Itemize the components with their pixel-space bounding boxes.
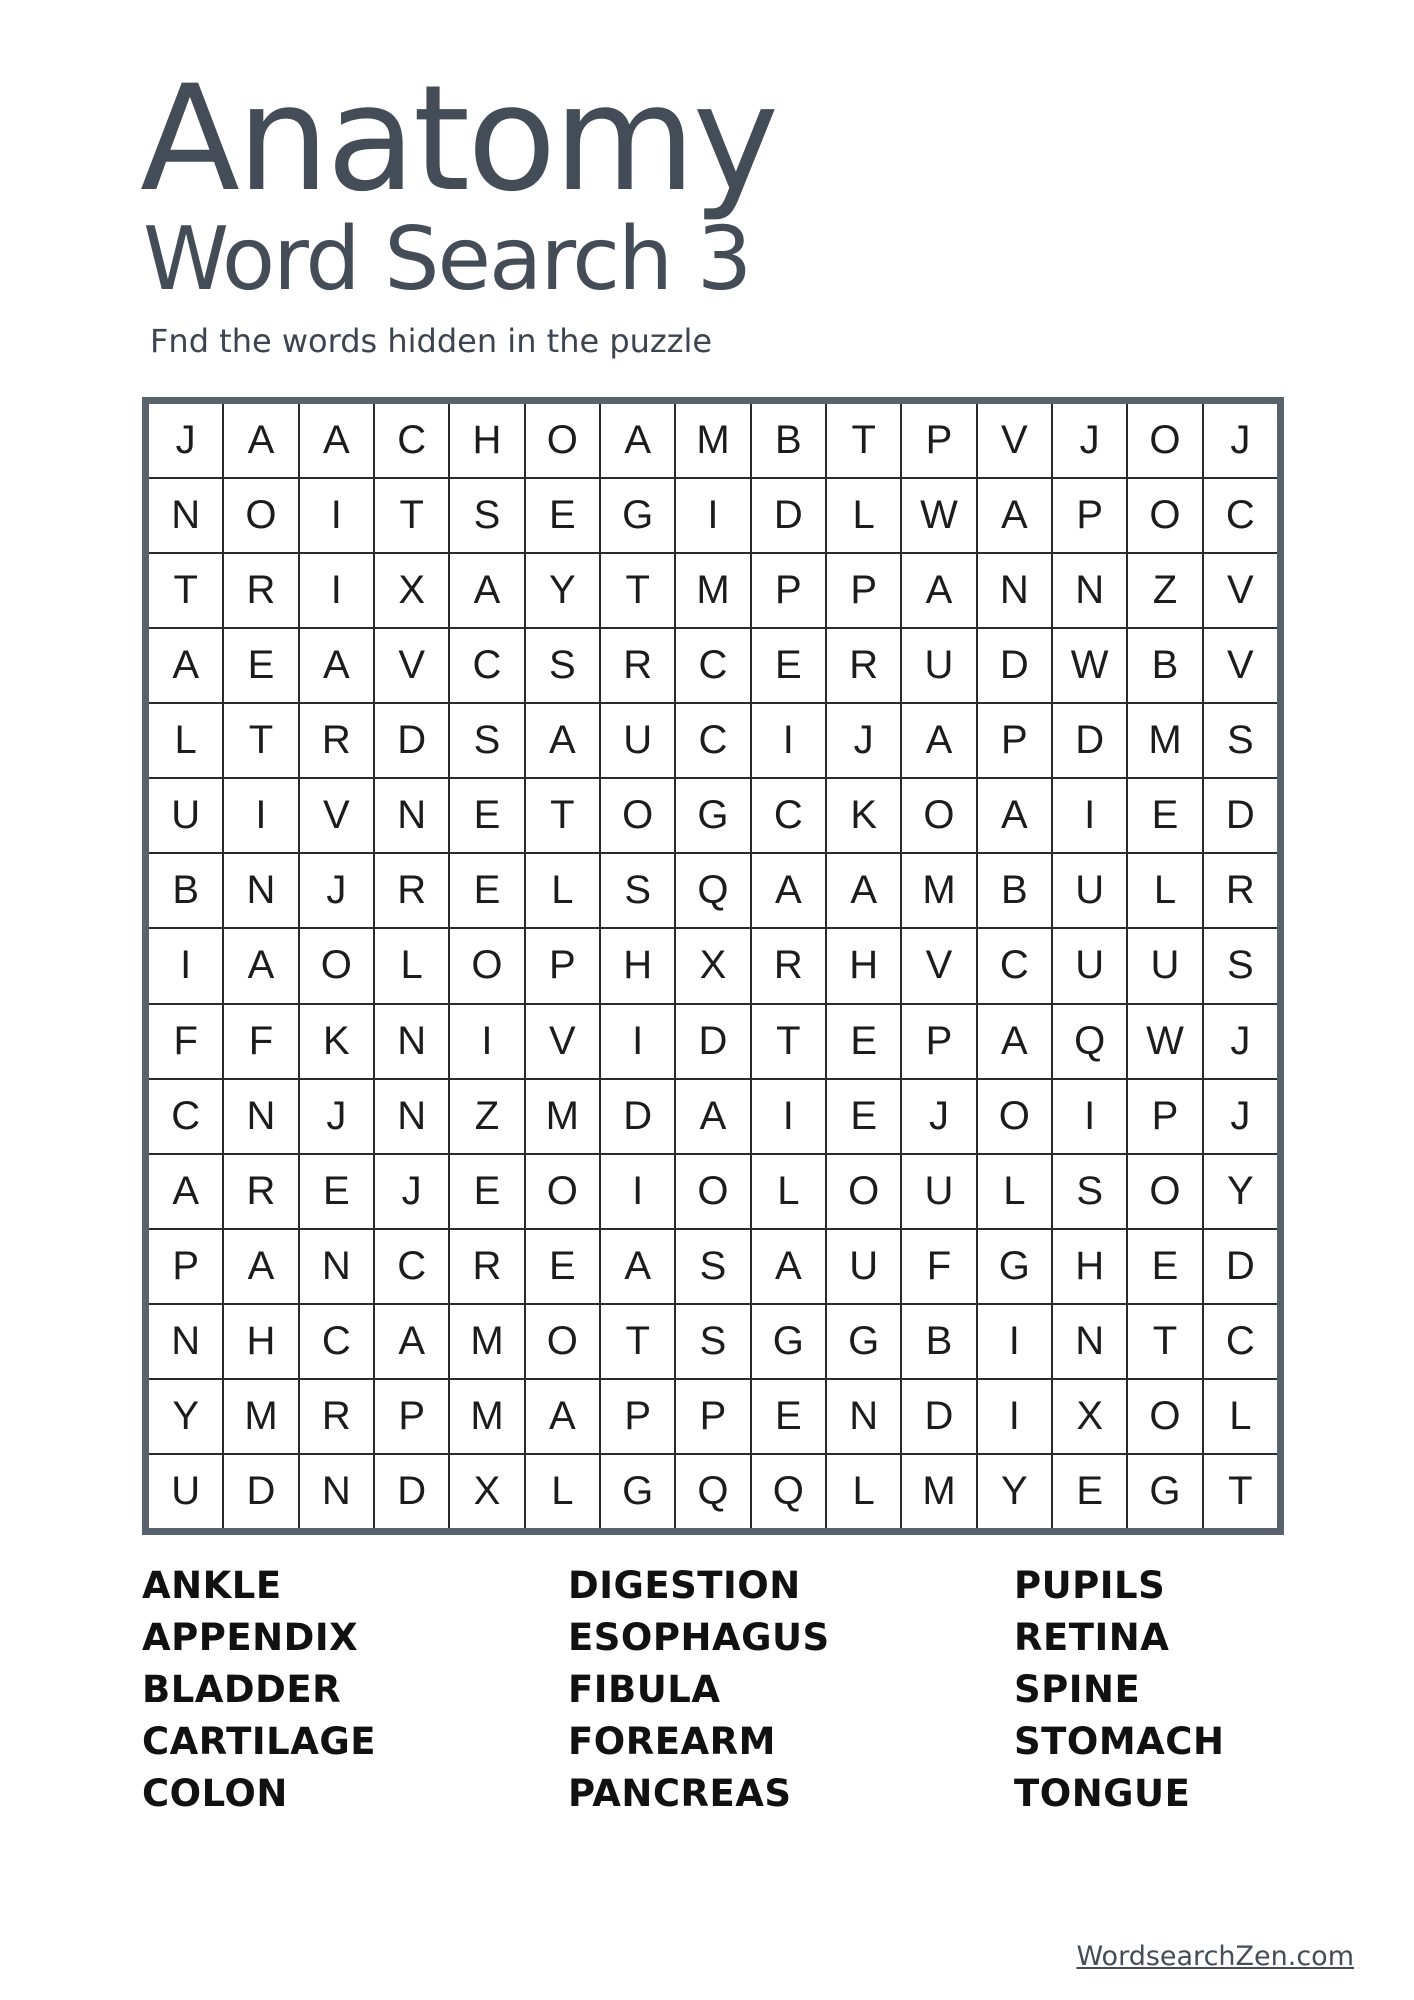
grid-cell[interactable]: C — [375, 404, 448, 477]
grid-cell[interactable]: J — [375, 1155, 448, 1228]
grid-cell[interactable]: N — [300, 1455, 373, 1528]
grid-cell[interactable]: O — [300, 929, 373, 1002]
grid-cell[interactable]: O — [526, 1305, 599, 1378]
grid-cell[interactable]: I — [224, 779, 297, 852]
grid-cell[interactable]: N — [149, 479, 222, 552]
grid-cell[interactable]: K — [300, 1005, 373, 1078]
grid-cell[interactable]: G — [676, 779, 749, 852]
grid-cell[interactable]: I — [676, 479, 749, 552]
grid-cell[interactable]: R — [300, 704, 373, 777]
grid-cell[interactable]: E — [450, 1155, 523, 1228]
grid-cell[interactable]: V — [375, 629, 448, 702]
grid-cell[interactable]: A — [300, 404, 373, 477]
grid-cell[interactable]: E — [450, 854, 523, 927]
grid-cell[interactable]: S — [450, 479, 523, 552]
grid-cell[interactable]: P — [978, 704, 1051, 777]
grid-cell[interactable]: A — [375, 1305, 448, 1378]
grid-cell[interactable]: N — [149, 1305, 222, 1378]
grid-cell[interactable]: D — [224, 1455, 297, 1528]
grid-cell[interactable]: A — [224, 1230, 297, 1303]
grid-cell[interactable]: S — [450, 704, 523, 777]
grid-cell[interactable]: P — [1128, 1080, 1201, 1153]
grid-cell[interactable]: A — [601, 1230, 674, 1303]
grid-cell[interactable]: G — [978, 1230, 1051, 1303]
grid-cell[interactable]: P — [375, 1380, 448, 1453]
grid-cell[interactable]: U — [902, 1155, 975, 1228]
grid-cell[interactable]: T — [526, 779, 599, 852]
grid-cell[interactable]: I — [149, 929, 222, 1002]
grid-cell[interactable]: D — [1204, 1230, 1277, 1303]
grid-cell[interactable]: O — [1128, 1155, 1201, 1228]
grid-cell[interactable]: V — [1204, 554, 1277, 627]
puzzle-grid-frame — [142, 397, 1284, 1535]
grid-cell[interactable]: P — [752, 554, 825, 627]
grid-cell[interactable]: N — [827, 1380, 900, 1453]
grid-cell[interactable]: T — [375, 479, 448, 552]
grid-cell[interactable]: X — [450, 1455, 523, 1528]
grid-cell[interactable]: Q — [676, 1455, 749, 1528]
grid-cell[interactable]: P — [526, 929, 599, 1002]
grid-cell[interactable]: A — [676, 1080, 749, 1153]
grid-cell[interactable]: I — [601, 1155, 674, 1228]
word-item: PUPILS — [1014, 1564, 1166, 1607]
grid-cell[interactable]: I — [1053, 779, 1126, 852]
word-item: TONGUE — [1014, 1772, 1191, 1815]
grid-cell[interactable]: S — [1053, 1155, 1126, 1228]
grid-cell[interactable]: C — [450, 629, 523, 702]
grid-cell[interactable]: T — [601, 554, 674, 627]
grid-cell[interactable]: H — [827, 929, 900, 1002]
grid-cell[interactable]: J — [300, 854, 373, 927]
grid-cell[interactable]: G — [752, 1305, 825, 1378]
grid-cell[interactable]: I — [978, 1380, 1051, 1453]
grid-cell[interactable]: N — [300, 1230, 373, 1303]
grid-cell[interactable]: L — [526, 854, 599, 927]
grid-cell[interactable]: R — [752, 929, 825, 1002]
grid-cell[interactable]: Y — [526, 554, 599, 627]
grid-cell[interactable]: S — [676, 1305, 749, 1378]
grid-cell[interactable]: O — [827, 1155, 900, 1228]
page-subtitle: Word Search 3 — [143, 208, 751, 310]
grid-cell[interactable]: E — [827, 1005, 900, 1078]
word-list-column-2 — [568, 1560, 830, 1820]
grid-cell[interactable]: J — [1204, 404, 1277, 477]
grid-cell[interactable]: Y — [978, 1455, 1051, 1528]
grid-cell[interactable]: F — [224, 1005, 297, 1078]
grid-cell[interactable]: A — [300, 629, 373, 702]
grid-cell[interactable]: X — [1053, 1380, 1126, 1453]
grid-cell[interactable]: U — [902, 629, 975, 702]
word-item: SPINE — [1014, 1668, 1141, 1711]
grid-cell[interactable]: D — [375, 1455, 448, 1528]
grid-cell[interactable]: L — [978, 1155, 1051, 1228]
grid-cell[interactable]: I — [752, 704, 825, 777]
grid-cell[interactable]: I — [752, 1080, 825, 1153]
grid-cell[interactable]: O — [1128, 404, 1201, 477]
grid-cell[interactable]: V — [978, 404, 1051, 477]
grid-cell[interactable]: O — [676, 1155, 749, 1228]
grid-cell[interactable]: D — [676, 1005, 749, 1078]
grid-cell[interactable]: P — [902, 404, 975, 477]
grid-cell[interactable]: A — [978, 479, 1051, 552]
grid-cell[interactable]: T — [827, 404, 900, 477]
grid-cell[interactable]: A — [902, 554, 975, 627]
grid-cell[interactable]: A — [526, 704, 599, 777]
grid-cell[interactable]: A — [752, 854, 825, 927]
word-item: ESOPHAGUS — [568, 1616, 830, 1659]
grid-cell[interactable]: T — [1128, 1305, 1201, 1378]
grid-cell[interactable]: E — [752, 629, 825, 702]
grid-cell[interactable]: G — [601, 479, 674, 552]
grid-cell[interactable]: I — [300, 554, 373, 627]
grid-cell[interactable]: A — [224, 929, 297, 1002]
word-item: RETINA — [1014, 1616, 1170, 1659]
grid-cell[interactable]: Q — [752, 1455, 825, 1528]
grid-cell[interactable]: O — [978, 1080, 1051, 1153]
grid-cell[interactable]: S — [1204, 929, 1277, 1002]
grid-cell[interactable]: T — [224, 704, 297, 777]
grid-cell[interactable]: E — [526, 1230, 599, 1303]
grid-cell[interactable]: M — [450, 1380, 523, 1453]
grid-cell[interactable]: V — [902, 929, 975, 1002]
grid-cell[interactable]: U — [1053, 929, 1126, 1002]
grid-cell[interactable]: P — [601, 1380, 674, 1453]
grid-cell[interactable]: L — [827, 479, 900, 552]
grid-cell[interactable]: G — [1128, 1455, 1201, 1528]
grid-cell[interactable]: P — [149, 1230, 222, 1303]
grid-cell[interactable]: A — [224, 404, 297, 477]
grid-cell[interactable]: E — [224, 629, 297, 702]
grid-cell[interactable]: L — [375, 929, 448, 1002]
grid-cell[interactable]: L — [827, 1455, 900, 1528]
grid-cell[interactable]: P — [902, 1005, 975, 1078]
grid-cell[interactable]: T — [149, 554, 222, 627]
grid-cell[interactable]: B — [149, 854, 222, 927]
grid-cell[interactable]: M — [676, 554, 749, 627]
word-item: BLADDER — [142, 1668, 342, 1711]
grid-cell[interactable]: C — [676, 704, 749, 777]
grid-cell[interactable]: T — [1204, 1455, 1277, 1528]
grid-cell[interactable]: B — [978, 854, 1051, 927]
grid-cell[interactable]: C — [752, 779, 825, 852]
grid-cell[interactable]: U — [601, 704, 674, 777]
grid-cell[interactable]: B — [902, 1305, 975, 1378]
word-item: DIGESTION — [568, 1564, 801, 1607]
grid-cell[interactable]: V — [526, 1005, 599, 1078]
grid-cell[interactable]: H — [224, 1305, 297, 1378]
grid-cell[interactable]: N — [375, 1080, 448, 1153]
grid-cell[interactable]: E — [1053, 1455, 1126, 1528]
grid-cell[interactable]: R — [827, 629, 900, 702]
word-list-column-1 — [142, 1560, 376, 1820]
grid-cell[interactable]: O — [526, 1155, 599, 1228]
grid-cell[interactable]: Z — [450, 1080, 523, 1153]
grid-cell[interactable]: X — [375, 554, 448, 627]
grid-cell[interactable]: P — [827, 554, 900, 627]
grid-cell[interactable]: U — [1053, 854, 1126, 927]
grid-cell[interactable]: J — [1204, 1005, 1277, 1078]
grid-cell[interactable]: R — [1204, 854, 1277, 927]
grid-cell[interactable]: J — [902, 1080, 975, 1153]
grid-cell[interactable]: E — [1128, 779, 1201, 852]
grid-cell[interactable]: F — [902, 1230, 975, 1303]
grid-cell[interactable]: R — [601, 629, 674, 702]
grid-cell[interactable]: U — [827, 1230, 900, 1303]
grid-cell[interactable]: E — [300, 1155, 373, 1228]
word-item: ANKLE — [142, 1564, 282, 1607]
grid-cell[interactable]: M — [224, 1380, 297, 1453]
grid-cell[interactable]: J — [300, 1080, 373, 1153]
grid-cell[interactable]: D — [902, 1380, 975, 1453]
word-item: STOMACH — [1014, 1720, 1225, 1763]
grid-cell[interactable]: L — [1128, 854, 1201, 927]
grid-cell[interactable]: C — [300, 1305, 373, 1378]
grid-cell[interactable]: N — [1053, 554, 1126, 627]
grid-cell[interactable]: H — [1053, 1230, 1126, 1303]
grid-cell[interactable]: N — [1053, 1305, 1126, 1378]
grid-cell[interactable]: M — [902, 1455, 975, 1528]
grid-cell[interactable]: P — [676, 1380, 749, 1453]
grid-cell[interactable]: W — [902, 479, 975, 552]
grid-cell[interactable]: F — [149, 1005, 222, 1078]
grid-cell[interactable]: O — [224, 479, 297, 552]
grid-cell[interactable]: E — [752, 1380, 825, 1453]
grid-cell[interactable]: I — [978, 1305, 1051, 1378]
grid-cell[interactable]: I — [300, 479, 373, 552]
grid-cell[interactable]: M — [450, 1305, 523, 1378]
grid-cell[interactable]: R — [375, 854, 448, 927]
instruction-text: Fnd the words hidden in the puzzle — [150, 322, 713, 360]
grid-cell[interactable]: T — [601, 1305, 674, 1378]
grid-cell[interactable]: M — [902, 854, 975, 927]
grid-cell[interactable]: Z — [1128, 554, 1201, 627]
grid-cell[interactable]: N — [224, 1080, 297, 1153]
page-title: Anatomy — [140, 54, 777, 224]
grid-cell[interactable]: R — [224, 554, 297, 627]
grid-cell[interactable]: W — [1128, 1005, 1201, 1078]
grid-cell[interactable]: U — [149, 1455, 222, 1528]
grid-cell[interactable]: X — [676, 929, 749, 1002]
grid-cell[interactable]: V — [1204, 629, 1277, 702]
grid-cell[interactable]: C — [1204, 1305, 1277, 1378]
grid-cell[interactable]: M — [526, 1080, 599, 1153]
grid-cell[interactable]: Y — [149, 1380, 222, 1453]
grid-cell[interactable]: M — [1128, 704, 1201, 777]
grid-cell[interactable]: I — [1053, 1080, 1126, 1153]
grid-cell[interactable]: C — [149, 1080, 222, 1153]
grid-cell[interactable]: K — [827, 779, 900, 852]
grid-cell[interactable]: A — [978, 779, 1051, 852]
grid-cell[interactable]: M — [676, 404, 749, 477]
grid-cell[interactable]: A — [149, 1155, 222, 1228]
grid-cell[interactable]: C — [676, 629, 749, 702]
word-item: APPENDIX — [142, 1616, 359, 1659]
grid-cell[interactable]: E — [526, 479, 599, 552]
grid-cell[interactable]: G — [601, 1455, 674, 1528]
grid-cell[interactable]: D — [375, 704, 448, 777]
grid-cell[interactable]: E — [1128, 1230, 1201, 1303]
grid-cell[interactable]: L — [1204, 1380, 1277, 1453]
grid-cell[interactable]: O — [450, 929, 523, 1002]
grid-cell[interactable]: A — [902, 704, 975, 777]
grid-cell[interactable]: D — [1053, 704, 1126, 777]
grid-cell[interactable]: A — [149, 629, 222, 702]
grid-cell[interactable]: A — [978, 1005, 1051, 1078]
grid-cell[interactable]: S — [1204, 704, 1277, 777]
grid-cell[interactable]: A — [601, 404, 674, 477]
word-item: CARTILAGE — [142, 1720, 376, 1763]
puzzle-grid — [149, 404, 1277, 1528]
grid-cell[interactable]: V — [300, 779, 373, 852]
grid-cell[interactable]: A — [752, 1230, 825, 1303]
grid-cell[interactable]: N — [978, 554, 1051, 627]
grid-cell[interactable]: T — [752, 1005, 825, 1078]
grid-cell[interactable]: G — [827, 1305, 900, 1378]
grid-cell[interactable]: L — [752, 1155, 825, 1228]
grid-cell[interactable]: W — [1053, 629, 1126, 702]
grid-cell[interactable]: N — [224, 854, 297, 927]
grid-cell[interactable]: C — [375, 1230, 448, 1303]
grid-cell[interactable]: J — [149, 404, 222, 477]
grid-cell[interactable]: O — [601, 779, 674, 852]
grid-cell[interactable]: A — [526, 1380, 599, 1453]
grid-cell[interactable]: Q — [676, 854, 749, 927]
grid-cell[interactable]: D — [752, 479, 825, 552]
grid-cell[interactable]: C — [978, 929, 1051, 1002]
grid-cell[interactable]: L — [526, 1455, 599, 1528]
grid-cell[interactable]: D — [978, 629, 1051, 702]
grid-cell[interactable]: C — [1204, 479, 1277, 552]
grid-cell[interactable]: J — [827, 704, 900, 777]
word-item: COLON — [142, 1772, 288, 1815]
grid-cell[interactable]: N — [375, 1005, 448, 1078]
grid-cell[interactable]: S — [676, 1230, 749, 1303]
grid-cell[interactable]: O — [526, 404, 599, 477]
grid-cell[interactable]: L — [149, 704, 222, 777]
grid-cell[interactable]: A — [450, 554, 523, 627]
grid-cell[interactable]: N — [375, 779, 448, 852]
grid-cell[interactable]: I — [450, 1005, 523, 1078]
grid-cell[interactable]: O — [1128, 1380, 1201, 1453]
grid-cell[interactable]: J — [1053, 404, 1126, 477]
grid-cell[interactable]: O — [1128, 479, 1201, 552]
grid-cell[interactable]: I — [601, 1005, 674, 1078]
grid-cell[interactable]: H — [450, 404, 523, 477]
word-item: PANCREAS — [568, 1772, 792, 1815]
grid-cell[interactable]: A — [827, 854, 900, 927]
grid-cell[interactable]: H — [601, 929, 674, 1002]
grid-cell[interactable]: D — [601, 1080, 674, 1153]
grid-cell[interactable]: E — [450, 779, 523, 852]
grid-cell[interactable]: B — [1128, 629, 1201, 702]
grid-cell[interactable]: Q — [1053, 1005, 1126, 1078]
grid-cell[interactable]: S — [601, 854, 674, 927]
grid-cell[interactable]: U — [1128, 929, 1201, 1002]
word-item: FOREARM — [568, 1720, 776, 1763]
word-list-column-3 — [1014, 1560, 1224, 1820]
grid-cell[interactable]: J — [1204, 1080, 1277, 1153]
grid-cell[interactable]: P — [1053, 479, 1126, 552]
grid-cell[interactable]: D — [1204, 779, 1277, 852]
grid-cell[interactable]: U — [149, 779, 222, 852]
grid-cell[interactable]: R — [300, 1380, 373, 1453]
word-item: FIBULA — [568, 1668, 721, 1711]
grid-cell[interactable]: O — [902, 779, 975, 852]
grid-cell[interactable]: R — [224, 1155, 297, 1228]
grid-cell[interactable]: Y — [1204, 1155, 1277, 1228]
grid-cell[interactable]: S — [526, 629, 599, 702]
site-link[interactable]: WordsearchZen.com — [1076, 1941, 1354, 1972]
grid-cell[interactable]: B — [752, 404, 825, 477]
grid-cell[interactable]: R — [450, 1230, 523, 1303]
grid-cell[interactable]: E — [827, 1080, 900, 1153]
